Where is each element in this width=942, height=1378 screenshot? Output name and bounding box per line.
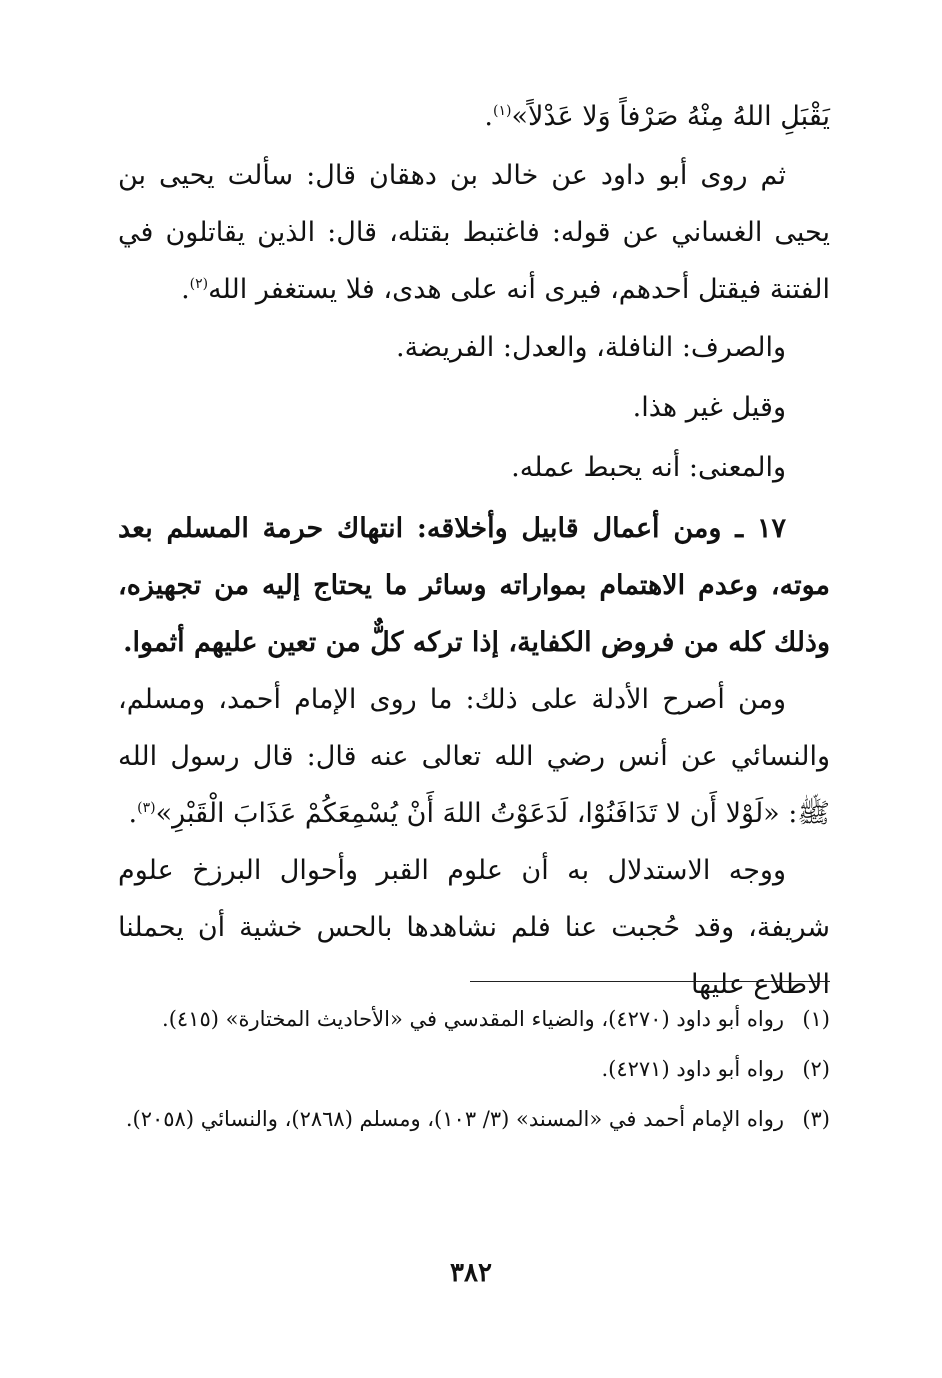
page-body (118, 88, 830, 1013)
paragraph-1-end: . (484, 101, 494, 132)
paragraph-7 (118, 671, 830, 842)
paragraph-8: ووجه الاستدلال به أن علوم القبر وأحوال البرزخ علوم شريفة، وقد حُجبت عنا فلم نشاهدها بالحس خشية أن يحملنا الاطلاع عليها (118, 855, 830, 1000)
footnotes (118, 996, 830, 1146)
footnote-1 (118, 996, 830, 1042)
footnote-2 (118, 1046, 830, 1092)
footnote-3 (118, 1096, 830, 1142)
footnote-number: (٢) (802, 1057, 830, 1081)
paragraph-7-text: ومن أصرح الأدلة على ذلك: ما روى الإمام أحمد، ومسلم، والنسائي عن أنس رضي الله تعالى عنه قال: قال رسول الله ﷺ: «لَوْلا أَن لا تَدَافَنُوْا، لَدَعَوْتُ اللهَ أَنْ يُسْمِعَكُمْ عَذَابَ الْقَبْرِ» (118, 684, 830, 829)
footnote-ref-3: (٣) (137, 800, 156, 816)
paragraph-7-end: . (128, 798, 138, 829)
section-17-heading-paragraph: ١٧ ـ ومن أعمال قابيل وأخلاقه: انتهاك حرمة المسلم بعد موته، وعدم الاهتمام بمواراته وسائر ما يحتاج إليه من تجهيزه، وذلك كله من فروض الكفاية، إذا تركه كلٌّ من تعين عليهم أثموا. (118, 513, 830, 658)
footnote-number: (٣) (802, 1107, 830, 1131)
footnote-text: رواه أبو داود (٤٢٧٠)، والضياء المقدسي في «الأحاديث المختارة» (٤١٥). (162, 1007, 784, 1031)
paragraph-2-text: ثم روى أبو داود عن خالد بن دهقان قال: سألت يحيى بن يحيى الغساني عن قوله: فاغتبط بقتله، قال: الذين يقاتلون في الفتنة فيقتل أحدهم، فيرى أنه على هدى، فلا يستغفر الله (118, 160, 830, 305)
paragraph-1 (118, 88, 830, 145)
paragraph-3: والصرف: النافلة، والعدل: الفريضة. (396, 332, 786, 363)
paragraph-4: وقيل غير هذا. (632, 392, 786, 423)
footnote-separator (470, 981, 830, 982)
footnote-number: (١) (802, 1007, 830, 1031)
footnote-text: رواه أبو داود (٤٢٧١). (601, 1057, 784, 1081)
paragraph-5: والمعنى: أنه يحبط عمله. (511, 452, 786, 483)
paragraph-2-end: . (181, 274, 190, 305)
footnote-ref-2: (٢) (189, 276, 209, 292)
footnote-ref-1: (١) (493, 103, 512, 119)
page-number: ٣٨٢ (450, 1258, 492, 1288)
paragraph-1-text: يَقْبَلِ اللهُ مِنْهُ صَرْفاً وَلا عَدْلاً» (511, 101, 830, 132)
footnote-text: رواه الإمام أحمد في «المسند» (٣/ ١٠٣)، ومسلم (٢٨٦٨)، والنسائي (٢٠٥٨). (125, 1107, 784, 1131)
paragraph-2 (118, 147, 830, 318)
